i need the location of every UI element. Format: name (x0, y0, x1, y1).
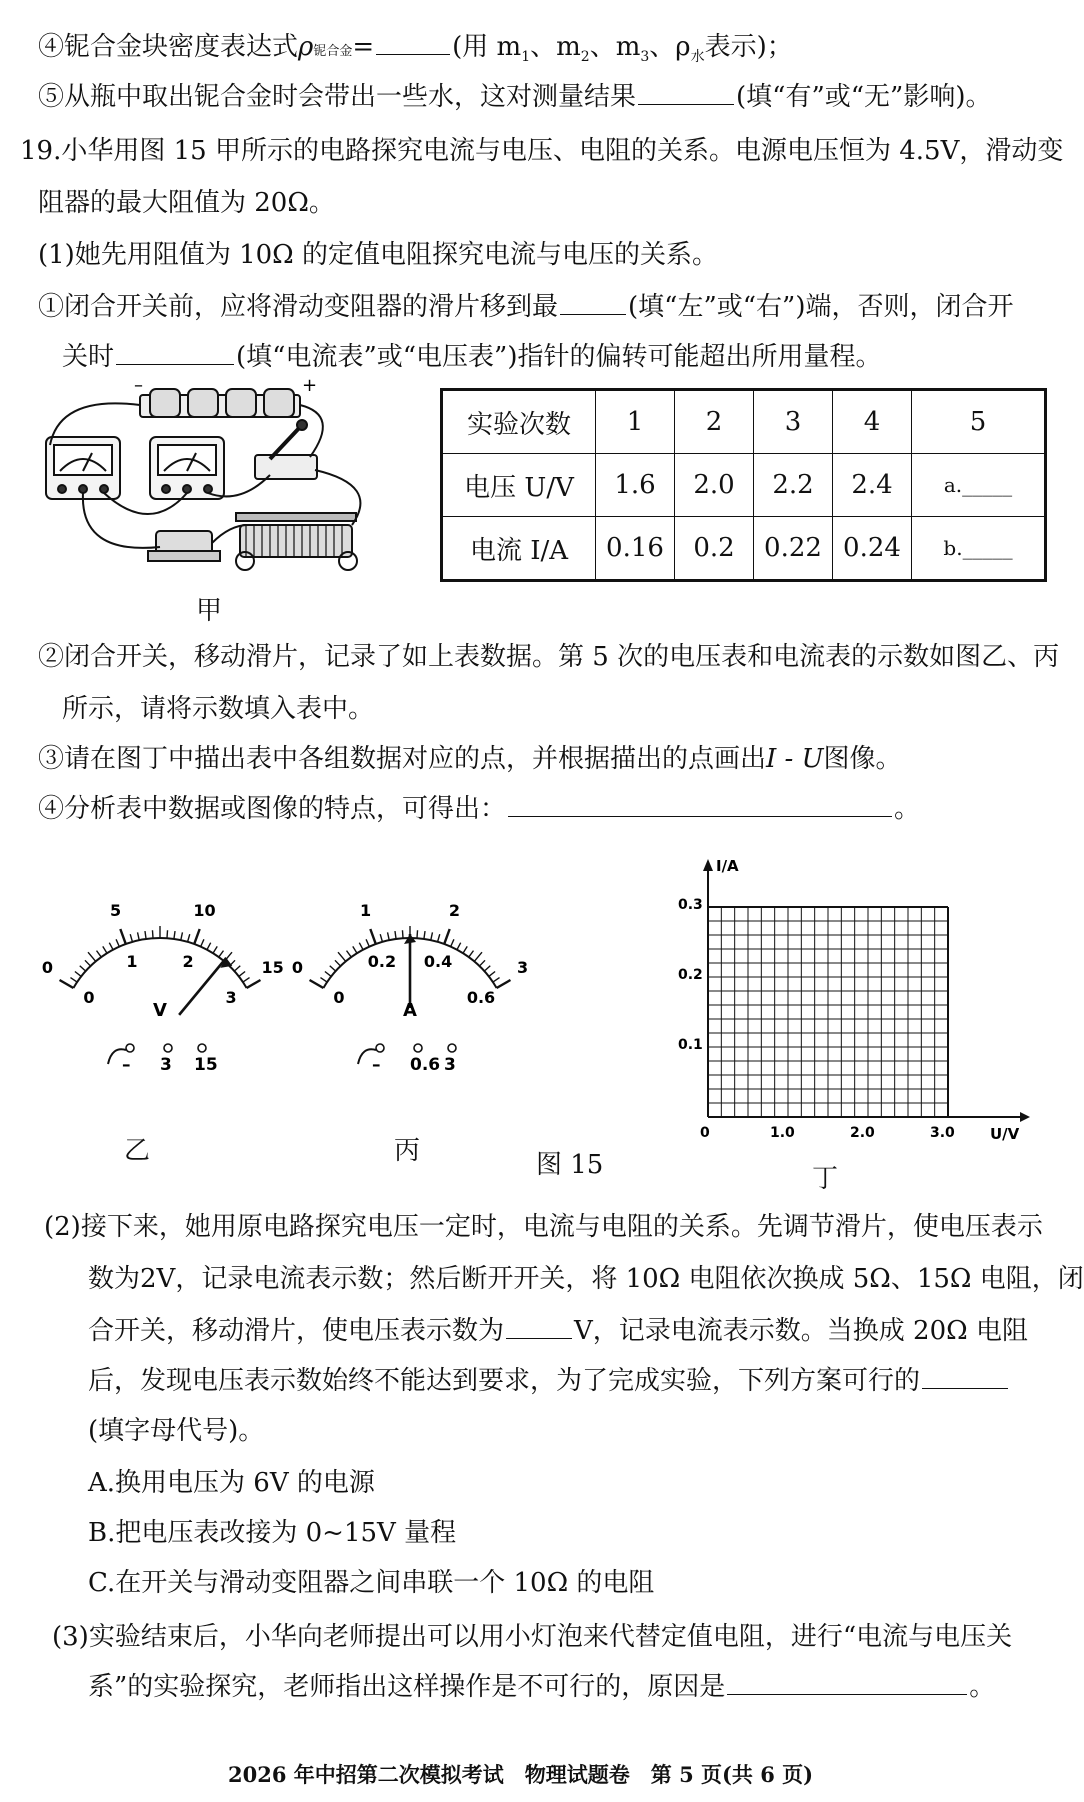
inner-scale-label: 3 (225, 988, 237, 1007)
dial-tick (247, 980, 261, 988)
question-19-stem: 19.小华用图 15 甲所示的电路探究电流与电压、电阻的关系。电源电压恒为 4.5V，滑动变 (20, 136, 1064, 166)
graph-grid (708, 907, 948, 1117)
dial-tick (497, 980, 511, 988)
inner-scale-label: 0.4 (423, 951, 453, 971)
data-table (440, 388, 1047, 582)
dial-tick (474, 952, 482, 961)
table-row-label: 电流 I/A (442, 517, 596, 581)
dial-tick (320, 978, 327, 982)
table-cell: 0.2 (675, 517, 754, 581)
dial-tick (310, 980, 324, 988)
blank-voltage[interactable] (506, 1314, 572, 1339)
outer-scale-label: 3 (517, 958, 529, 977)
line-fill-table: 所示，请将示数填入表中。 (62, 694, 375, 724)
blank-option[interactable] (922, 1364, 1008, 1389)
terminal-post (448, 1044, 456, 1052)
table-row (442, 517, 1046, 581)
y-axis-label: I/A (716, 857, 739, 875)
figure-caption: 图 15 (536, 1150, 604, 1180)
dial-tick (80, 966, 86, 971)
table-cell: 2.2 (754, 454, 833, 517)
dial-tick (444, 929, 449, 944)
terminal-label: 3 (160, 1055, 172, 1075)
dial-tick (97, 951, 102, 957)
line-density-expression: ④铌合金块密度表达式ρ铌合金= (用 $m_1$、$m_2$、$m_3$、$\rho_水$表示)； (38, 32, 793, 66)
dial-tick (469, 951, 474, 957)
terminal-post (164, 1044, 172, 1052)
outer-scale-label: 0 (41, 958, 53, 977)
terminal-label: 15 (194, 1055, 218, 1075)
outer-scale-label: 10 (193, 900, 216, 920)
table-row-label: 电压 U/V (442, 454, 596, 517)
dial-tick (70, 978, 77, 982)
part-3-line-1: (3)实验结束后，小华向老师提出可以用小灯泡来代替定值电阻，进行“电流与电压关 (52, 1622, 1013, 1652)
dial-tick (431, 932, 433, 940)
dial-tick (417, 930, 418, 938)
battery-plus-label: + (302, 375, 318, 396)
part-2-line-5: (填字母代号)。 (88, 1416, 265, 1446)
dial-tick (325, 972, 331, 977)
dial-tick (219, 951, 224, 957)
iu-graph (660, 855, 1030, 1160)
dial-tick (194, 929, 199, 944)
table-blank-a[interactable]: a._____ (912, 454, 1046, 517)
table-cell: 2.4 (833, 454, 912, 517)
dial-tick (145, 931, 146, 939)
table-header-cell: 3 (754, 390, 833, 454)
dial-tick (438, 934, 440, 942)
terminal-label: 3 (444, 1055, 456, 1075)
dial-tick (213, 946, 217, 953)
part-2-line-4: 后，发现电压表示数始终不能达到要求，为了完成实验，下列方案可行的 (88, 1364, 1010, 1398)
inner-scale-label: 2 (182, 951, 194, 971)
option-a: A.换用电压为 6V 的电源 (88, 1468, 375, 1498)
battery-minus-label: – (134, 375, 143, 396)
line-meter-overrange: 关时 (填“电流表”或“电压表”)指针的偏转可能超出所用量程。 (62, 342, 882, 372)
part-3-line-2: 系”的实验探究，老师指出这样操作是不可行的，原因是 。 (88, 1672, 996, 1702)
dial-tick (167, 930, 168, 938)
part-2-line-3: 合开关，移动滑片，使电压表示数为 V，记录电流表示数。当换成 20Ω 电阻 (88, 1316, 1028, 1346)
inner-scale-label: 0.6 (466, 988, 496, 1007)
line-record-data: ②闭合开关，移动滑片，记录了如上表数据。第 5 次的电压表和电流表的示数如图乙、丙 (38, 642, 1060, 672)
dial-tick (130, 934, 132, 942)
dial-tick (60, 980, 74, 988)
dial-tick (457, 943, 461, 950)
dial-tick (207, 943, 211, 950)
x-tick-label: 3.0 (930, 1125, 955, 1141)
x-tick-label: 2.0 (850, 1125, 875, 1141)
inner-scale-label: 0.2 (367, 951, 397, 971)
inner-scale-label: 0 (83, 988, 95, 1007)
dial-tick (451, 939, 454, 946)
dial-tick (347, 951, 352, 957)
dial-tick (103, 946, 107, 953)
page-footer: 2026 年中招第二次模拟考试 物理试题卷 第 5 页(共 6 页) (228, 1762, 814, 1787)
dial-tick (380, 934, 382, 942)
table-header-cell: 4 (833, 390, 912, 454)
dial-tick (109, 943, 113, 950)
table-header-cell: 1 (596, 390, 675, 454)
circuit-diagram (40, 375, 420, 585)
dial-tick (366, 939, 369, 946)
blank-conclusion[interactable] (508, 792, 892, 817)
dial-tick (116, 939, 119, 946)
table-cell: 0.22 (754, 517, 833, 581)
terminal-post (414, 1044, 422, 1052)
dial-tick (138, 932, 140, 940)
blank-density[interactable] (376, 30, 450, 55)
table-cell: 1.6 (596, 454, 675, 517)
table-header-cell: 5 (912, 390, 1046, 454)
inner-scale-label: 0 (333, 988, 345, 1007)
outer-scale-label: 1 (359, 900, 372, 920)
outer-scale-label: 0 (291, 958, 303, 977)
table-cell: 0.24 (833, 517, 912, 581)
dial-tick (388, 932, 390, 940)
dial-tick (174, 931, 175, 939)
dial-tick (395, 931, 396, 939)
x-tick-label: 1.0 (770, 1125, 795, 1141)
blank-slider-end[interactable] (560, 290, 626, 315)
option-b: B.把电压表改接为 0~15V 量程 (88, 1518, 457, 1548)
part-2-line-2: 数为2V，记录电流表示数；然后断开开关，将 10Ω 电阻依次换成 5Ω、15Ω 电阻，闭 (88, 1264, 1084, 1294)
dial-tick (338, 952, 346, 961)
blank-effect[interactable] (638, 80, 734, 105)
figure-bing-label: 丙 (394, 1136, 421, 1166)
option-c: C.在开关与滑动变阻器之间串联一个 10Ω 的电阻 (88, 1568, 655, 1598)
dial-tick (88, 952, 96, 961)
outer-scale-label: 2 (448, 900, 461, 920)
line-water-effect: ⑤从瓶中取出铌合金时会带出一些水，这对测量结果 (填“有”或“无”影响)。 (38, 82, 992, 112)
dial-tick (234, 966, 240, 971)
y-tick-label: 0.3 (678, 897, 703, 913)
part-1-intro: (1)她先用阻值为 10Ω 的定值电阻探究电流与电压的关系。 (38, 240, 718, 270)
terminal-post (198, 1044, 206, 1052)
unit-label: A (403, 1000, 417, 1021)
dial-tick (330, 966, 336, 971)
x-axis-label: U/V (990, 1125, 1020, 1143)
dial-tick (359, 943, 363, 950)
dial-tick (120, 929, 125, 944)
voltmeter-dial (42, 901, 284, 1075)
dial-tick (243, 978, 250, 982)
dial-tick (489, 972, 495, 977)
y-axis-arrow (703, 859, 713, 871)
dial-tick (335, 960, 341, 966)
table-header-cell: 实验次数 (442, 390, 596, 454)
dial-tick (152, 930, 153, 938)
table-cell: 2.0 (675, 454, 754, 517)
dial-tick (181, 932, 183, 940)
terminal-label: – (122, 1055, 131, 1075)
terminal-post (376, 1044, 384, 1052)
figure-yi-label: 乙 (124, 1136, 151, 1166)
dial-tick (463, 946, 467, 953)
dial-tick (370, 929, 375, 944)
origin-label: 0 (700, 1125, 710, 1141)
terminal-label: 0.6 (410, 1055, 441, 1075)
table-cell: 0.16 (596, 517, 675, 581)
table-row (442, 454, 1046, 517)
line-conclusion: ④分析表中数据或图像的特点，可得出： 。 (38, 794, 921, 824)
y-tick-label: 0.1 (678, 1037, 703, 1053)
dial-tick (424, 931, 425, 939)
line-plot-graph: ③请在图丁中描出表中各组数据对应的点，并根据描出的点画出I - U图像。 (38, 744, 902, 774)
question-19-stem-cont: 阻器的最大阻值为 20Ω。 (38, 188, 335, 218)
x-axis-arrow (1020, 1112, 1030, 1122)
inner-scale-label: 1 (126, 951, 138, 971)
dial-tick (201, 939, 204, 946)
unit-label: V (153, 1000, 167, 1021)
outer-scale-label: 15 (261, 958, 284, 977)
outer-scale-label: 5 (109, 900, 122, 920)
dial-tick (239, 972, 245, 977)
dial-tick (85, 960, 91, 966)
line-slider-position: ①闭合开关前，应将滑动变阻器的滑片移到最 (填“左”或“右”)端，否则，闭合开 (38, 292, 1014, 322)
part-2-line-1: (2)接下来，她用原电路探究电压一定时，电流与电阻的关系。先调节滑片，使电压表示 (44, 1212, 1043, 1242)
dial-tick (75, 972, 81, 977)
dial-tick (493, 978, 500, 982)
ammeter-dial (292, 901, 528, 1075)
dial-tick (188, 934, 190, 942)
dial-tick (402, 930, 403, 938)
dial-tick (353, 946, 357, 953)
dial-tick (484, 966, 490, 971)
terminal-label: – (372, 1055, 381, 1075)
table-row (442, 390, 1046, 454)
terminal-post (126, 1044, 134, 1052)
table-blank-b[interactable]: b._____ (912, 517, 1046, 581)
figure-ding-label: 丁 (812, 1164, 839, 1194)
dial-tick (479, 960, 485, 966)
y-tick-label: 0.2 (678, 967, 703, 983)
blank-meter[interactable] (116, 340, 234, 365)
blank-reason[interactable] (727, 1670, 967, 1695)
figure-jia-label: 甲 (196, 596, 223, 626)
table-header-cell: 2 (675, 390, 754, 454)
meters-figure (40, 900, 560, 1150)
